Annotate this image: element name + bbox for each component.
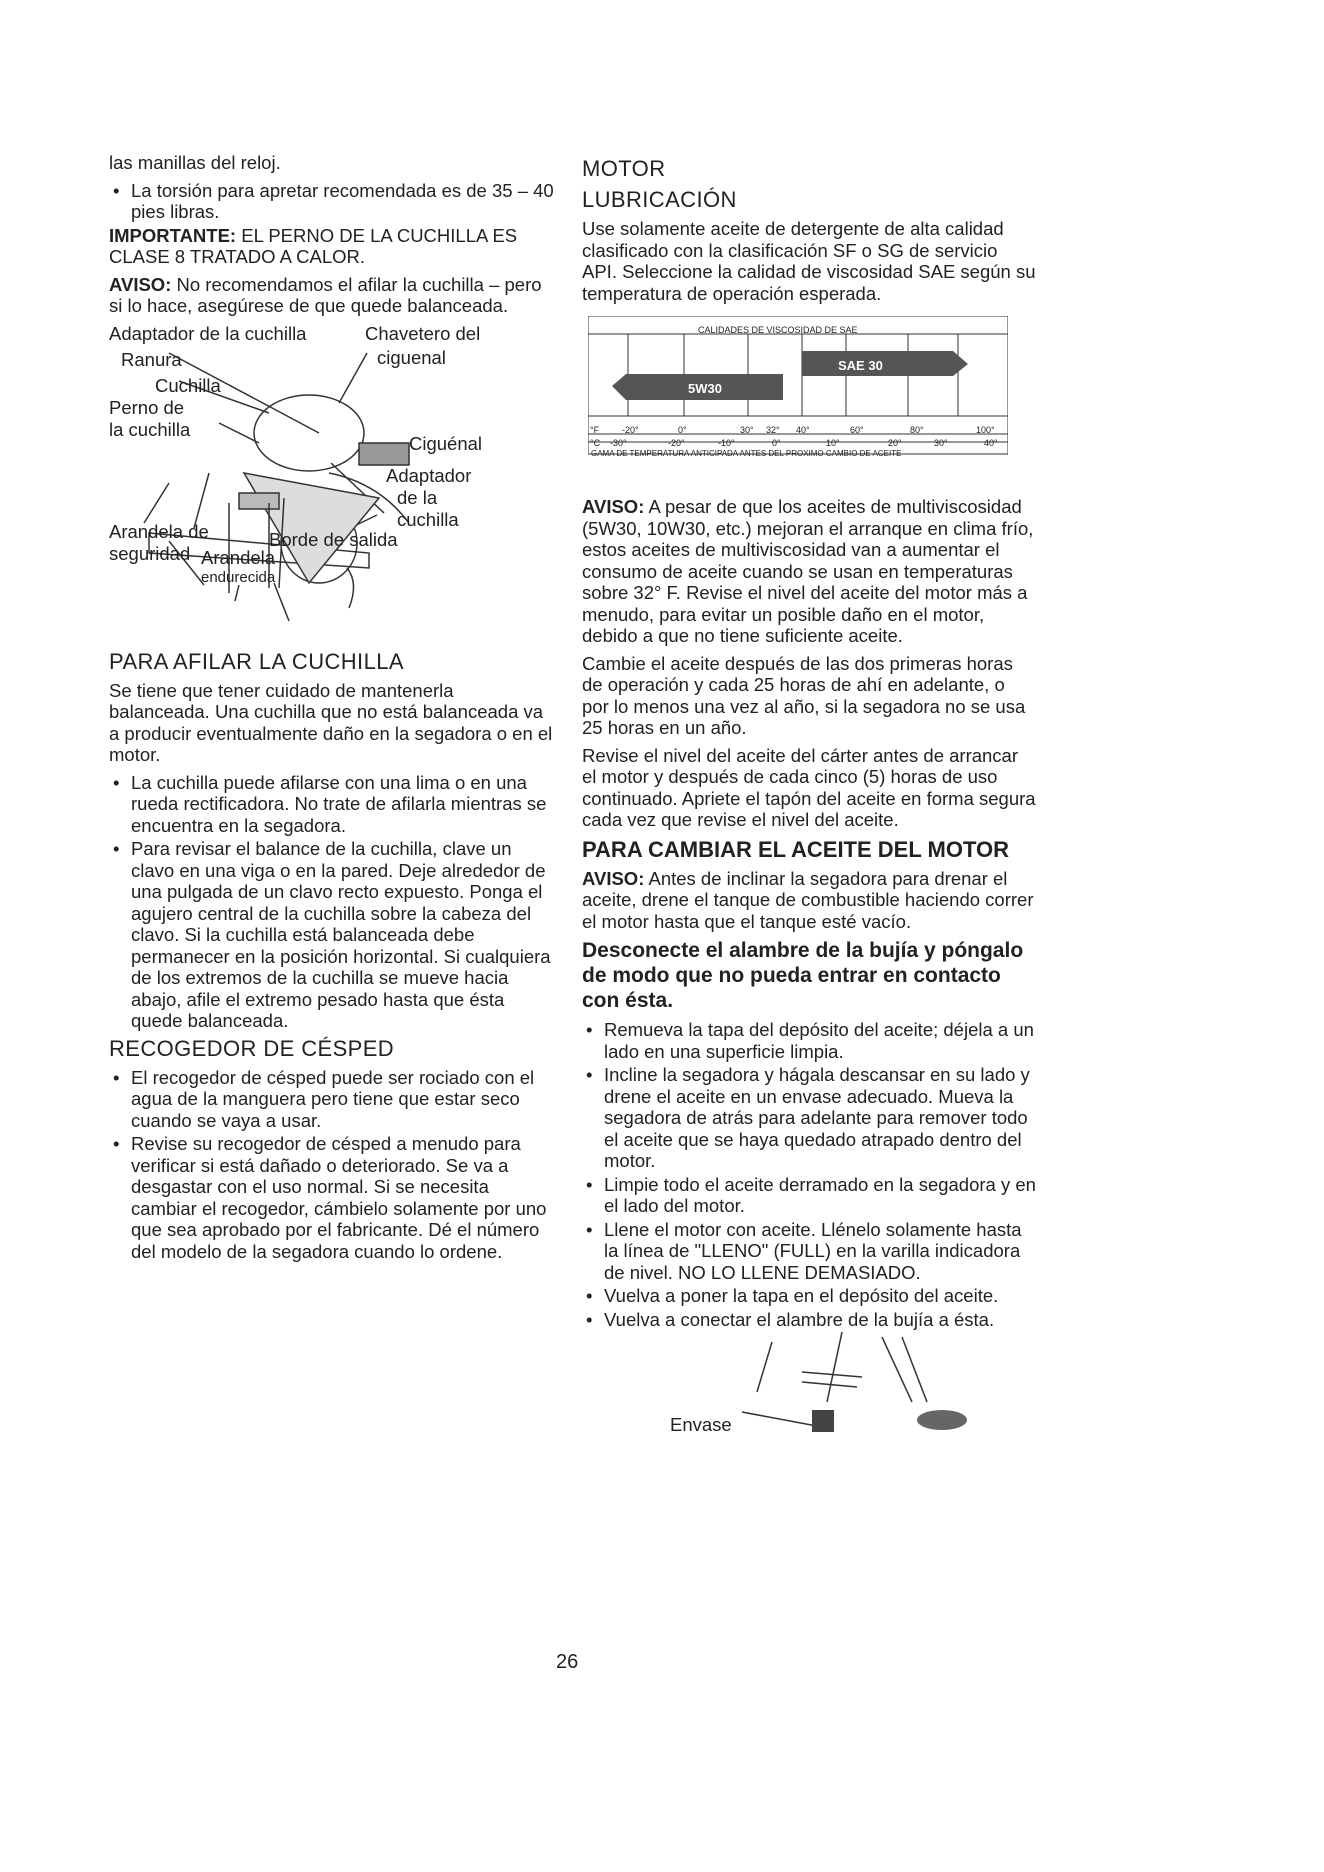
label-arandela: Arandela	[201, 546, 276, 568]
list-item: • Llene el motor con aceite. Llénelo solamente hasta la línea de "LLENO" (FULL) en la varilla indicadora de nivel. NO LO LLENE DEMASIADO.	[582, 1219, 1036, 1284]
list-item: • Revise su recogedor de césped a menudo para verificar si está dañado o deteriorado. Se va a desgastar con el uso normal. Si se necesita cambiar el recogedor, cámbielo solamente por uno que sea aprobado por el fabricante. Dé el número del modelo de la segadora cuando lo ordene.	[109, 1133, 555, 1262]
label-arandela-de: Arandela de	[109, 520, 209, 542]
c-tick: 20°	[888, 438, 902, 448]
sharpen-text: Se tiene que tener cuidado de mantenerla balanceada. Una cuchilla que no está balanceada va a producir eventualmente daño en la segadora o en el motor.	[109, 679, 553, 765]
change-notice-label: AVISO:	[582, 867, 645, 889]
notice-label: AVISO:	[582, 496, 645, 517]
c-tick: -10°	[718, 438, 735, 448]
notice-note	[109, 274, 555, 317]
torque-bullet: • La torsión para apretar recomendada es de 35 – 40 pies libras.	[109, 180, 555, 223]
motor-heading: MOTOR	[582, 156, 666, 181]
left-column	[109, 152, 555, 1264]
label-adaptador-right-1: Adaptador	[386, 464, 472, 486]
label-ranura: Ranura	[121, 348, 182, 370]
viscosity-chart-footer: GAMA DE TEMPERATURA ANTICIPADA ANTES DEL PROXIMO CAMBIO DE ACEITE	[591, 449, 902, 458]
f-tick: 40°	[796, 425, 810, 435]
f-tick: 0°	[678, 425, 687, 435]
label-envase: Envase	[670, 1414, 732, 1435]
important-note	[109, 225, 555, 268]
label-ciguenal-top: ciguenal	[377, 346, 446, 368]
oil-drain-illustration	[582, 1332, 1036, 1452]
change-notice	[582, 868, 1036, 933]
c-tick: 0°	[772, 438, 781, 448]
page-number: 26	[556, 1651, 579, 1673]
blade-diagram	[109, 323, 555, 641]
label-cuchilla: Cuchilla	[155, 374, 221, 396]
label-seguridad: seguridad	[109, 542, 191, 564]
label-chavetero: Chavetero del	[365, 322, 481, 344]
check-text: Revise el nivel del aceite del cárter antes de arrancar el motor y después de cada cinco (5) horas de uso continuado. Apriete el tapón del aceite en forma segura cada vez que revise el nivel del aceite.	[582, 744, 1036, 830]
disconnect-warning: Desconecte el alambre de la bujía y póngalo de modo que no pueda entrar en contacto con ésta.	[582, 939, 1024, 1012]
f-tick: -20°	[622, 425, 639, 435]
label-la-cuchilla: la cuchilla	[109, 418, 191, 440]
catcher-heading: RECOGEDOR DE CÉSPED	[109, 1035, 395, 1061]
change-notice-text: Antes de inclinar la segadora para drenar el aceite, drene el tanque de combustible haciendo correr el motor hasta que el tanque esté vacío.	[582, 867, 1034, 932]
list-item: • Limpie todo el aceite derramado en la segadora y en el lado del motor.	[582, 1174, 1036, 1217]
c-tick: -30°	[610, 438, 627, 448]
c-tick: -20°	[668, 438, 685, 448]
grade-sae30: SAE 30	[838, 358, 883, 373]
f-tick: 100°	[976, 425, 995, 435]
viscosity-chart-title: CALIDADES DE VISCOSIDAD DE SAE	[698, 325, 858, 335]
notice-label: AVISO:	[109, 273, 172, 295]
label-borde: Borde de salida	[269, 528, 398, 550]
c-label: °C	[590, 438, 601, 448]
label-ciguenal: Ciguénal	[409, 432, 483, 454]
viscosity-chart	[588, 316, 1008, 476]
steps-list	[582, 1019, 1036, 1330]
c-tick: 40°	[984, 438, 998, 448]
right-column	[582, 152, 1036, 1452]
list-item: • Para revisar el balance de la cuchilla, clave un clavo en una viga o en la pared. Deje alrededor de una pulgada de un clavo recto expuesto. Ponga el agujero central de la cuchilla sobre la cabeza del clavo. Si la cuchilla está balanceada debe permanecer en la posición horizontal. Si cualquiera de los extremos de la cuchilla se mueve hacia abajo, afile el extremo pesado hasta que ésta quede balanceada.	[109, 838, 555, 1032]
notice-text: A pesar de que los aceites de multiviscosidad (5W30, 10W30, etc.) mejoran el arranque en clima frío, estos aceites de multiviscosidad van a aumentar el consumo de aceite cuando se usan en temperaturas sobre 32° F. Revise el nivel del aceite del motor más a menudo, para evitar un posible daño en el motor, debido a que no tiene suficiente aceite.	[582, 496, 1034, 646]
list-item: • Vuelva a conectar el alambre de la bujía a ésta.	[582, 1309, 1036, 1331]
list-item: • El recogedor de césped puede ser rociado con el agua de la manguera pero tiene que estar seco cuando se vaya a usar.	[109, 1067, 555, 1132]
lubrication-heading: LUBRICACIÓN	[582, 187, 737, 212]
label-adaptador-right-2: de la	[397, 486, 438, 508]
f-tick: 32°	[766, 425, 780, 435]
list-item: • Incline la segadora y hágala descansar en su lado y drene el aceite en un envase adecuado. Mueva la segadora de atrás para adelante para remover todo el aceite que se haya quedado atrapado dentro del motor.	[582, 1064, 1036, 1172]
list-item: • Remueva la tapa del depósito del aceite; déjela a un lado en una superficie limpia.	[582, 1019, 1036, 1062]
f-tick: 80°	[910, 425, 924, 435]
change-text: Cambie el aceite después de las dos primeras horas de operación y cada 25 horas de ahí en adelante, o por lo menos una vez al año, si la segadora no se usa 25 horas en un año.	[582, 652, 1026, 738]
f-label: °F	[590, 425, 600, 435]
oil-drain-drawing	[582, 1332, 1036, 1452]
list-item: • La cuchilla puede afilarse con una lima o en una rueda rectificadora. No trate de afilarla mientras se encuentra en la segadora.	[109, 772, 555, 837]
notice-text: No recomendamos el afilar la cuchilla – pero si lo hace, asegúrese de que quede balanceada.	[109, 273, 542, 316]
intro-line: las manillas del reloj.	[109, 152, 281, 173]
notice-note	[582, 496, 1036, 647]
important-text: EL PERNO DE LA CUCHILLA ES CLASE 8 TRATADO A CALOR.	[109, 224, 518, 267]
torque-list	[109, 180, 555, 223]
c-tick: 30°	[934, 438, 948, 448]
label-adaptador-top: Adaptador de la cuchilla	[109, 322, 307, 344]
label-adaptador-right-3: cuchilla	[397, 508, 459, 530]
change-oil-heading: PARA CAMBIAR EL ACEITE DEL MOTOR	[582, 836, 1009, 862]
label-endurecida: endurecida	[201, 568, 276, 586]
f-tick: 30°	[740, 425, 754, 435]
sharpen-list	[109, 772, 555, 1032]
label-perno-de: Perno de	[109, 396, 185, 418]
grade-5w30: 5W30	[688, 381, 722, 396]
important-label: IMPORTANTE:	[109, 224, 237, 246]
c-tick: 10°	[826, 438, 840, 448]
lubrication-text: Use solamente aceite de detergente de alta calidad clasificado con la clasificación SF o SG de servicio API. Seleccione la calidad de viscosidad SAE según su temperatura de operación esperada.	[582, 218, 1036, 304]
blade-diagram-drawing	[109, 323, 555, 641]
list-item: • Vuelva a poner la tapa en el depósito del aceite.	[582, 1285, 1036, 1307]
f-tick: 60°	[850, 425, 864, 435]
catcher-list	[109, 1067, 555, 1263]
sharpen-heading: PARA AFILAR LA CUCHILLA	[109, 648, 404, 674]
